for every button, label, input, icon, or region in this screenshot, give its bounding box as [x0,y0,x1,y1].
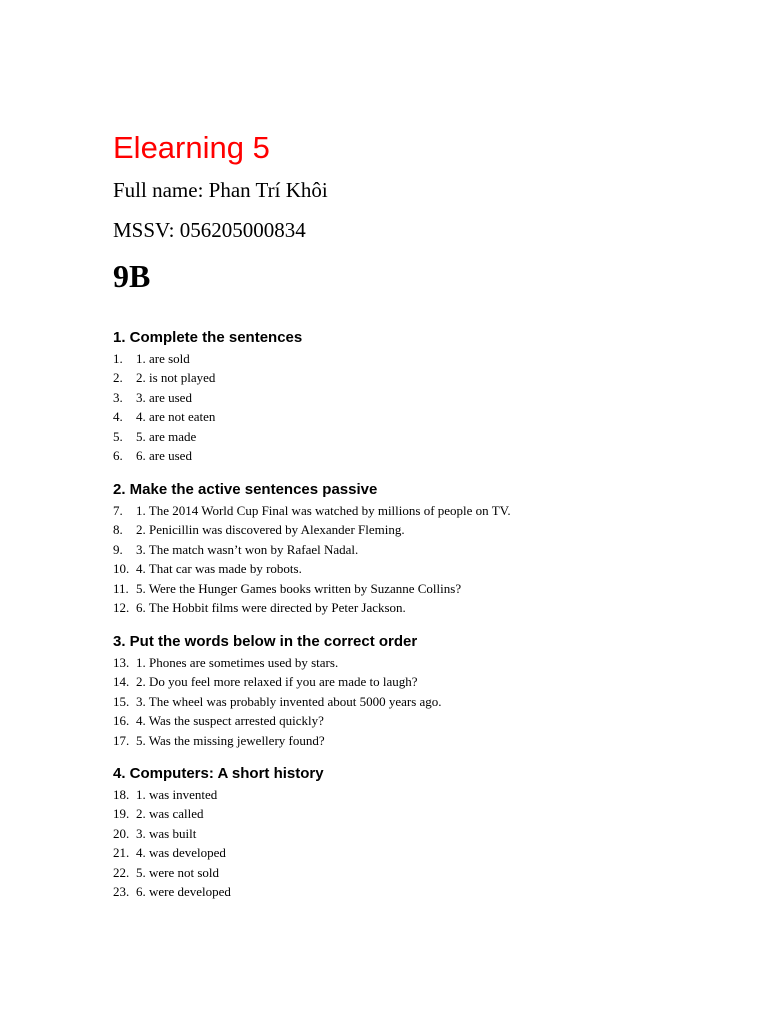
list-number: 16. [113,713,130,729]
section-heading: 2. Make the active sentences passive [113,481,378,498]
list-number: 4. [113,409,123,425]
unit-heading: 9B [113,258,151,294]
list-number: 12. [113,599,130,615]
answer-text: 1. was invented [136,787,218,802]
list-item [113,407,733,426]
list-number: 11. [113,580,129,596]
exercise-section [113,327,733,465]
list-item [113,843,733,862]
list-number: 23. [113,883,130,899]
list-item [113,731,733,750]
list-number: 5. [113,428,123,444]
list-item [113,863,733,882]
section-heading: 4. Computers: A short history [113,765,324,782]
answer-text: 6. are used [136,447,192,463]
list-item [113,672,733,691]
list-item [113,446,733,465]
list-item [113,349,733,368]
section-heading: 1. Complete the sentences [113,329,303,346]
exercise-section [113,631,733,750]
answer-text: 5. were not sold [136,864,220,880]
answer-text: 6. were developed [136,883,231,899]
exercise-section [113,763,733,901]
answer-text: 1. The 2014 World Cup Final was watched by millions of people on TV. [136,503,511,518]
list-item [113,804,733,823]
list-item [113,579,733,598]
list-item [113,368,733,387]
exercise-section [113,479,733,617]
list-item [113,785,733,804]
list-number: 18. [113,787,130,802]
full-name-line: Full name: Phan Trí Khôi [113,178,328,202]
list-number: 7. [113,503,123,518]
answer-text: 1. Phones are sometimes used by stars. [136,655,339,670]
list-item [113,692,733,711]
list-item [113,653,733,672]
list-number: 1. [113,351,123,366]
list-number: 21. [113,845,130,861]
list-item [113,559,733,578]
answer-text: 2. Do you feel more relaxed if you are made to laugh? [136,674,418,690]
answer-text: 2. was called [136,806,204,822]
list-number: 17. [113,732,130,748]
list-number: 20. [113,825,130,841]
answer-text: 3. The match wasn’t won by Rafael Nadal. [136,541,359,557]
list-item [113,711,733,730]
list-number: 8. [113,522,123,538]
answer-list [113,349,733,465]
answer-text: 4. Was the suspect arrested quickly? [136,713,324,729]
list-number: 15. [113,693,130,709]
answer-text: 4. That car was made by robots. [136,561,302,577]
list-number: 2. [113,370,123,386]
answer-text: 3. are used [136,389,192,405]
student-id-line: MSSV: 056205000834 [113,218,306,242]
answer-text: 6. The Hobbit films were directed by Peter Jackson. [136,599,406,615]
answer-text: 5. are made [136,428,197,444]
list-item [113,882,733,901]
list-number: 22. [113,864,130,880]
answer-list [113,501,733,617]
section-heading: 3. Put the words below in the correct order [113,633,418,650]
answer-text: 3. was built [136,825,197,841]
answer-text: 5. Were the Hunger Games books written by Suzanne Collins? [136,580,462,596]
answer-list [113,785,733,901]
document-title: Elearning 5 [113,130,270,165]
answer-text: 5. Was the missing jewellery found? [136,732,325,748]
list-item [113,388,733,407]
answer-text: 2. Penicillin was discovered by Alexander Fleming. [136,522,405,538]
list-item [113,520,733,539]
answer-text: 1. are sold [136,351,190,366]
answer-text: 4. was developed [136,845,226,861]
list-number: 6. [113,447,123,463]
answer-text: 3. The wheel was probably invented about 5000 years ago. [136,693,442,709]
list-number: 9. [113,541,123,557]
list-item [113,427,733,446]
list-item [113,540,733,559]
answer-text: 2. is not played [136,370,216,386]
list-number: 14. [113,674,130,690]
answer-list [113,653,733,750]
list-number: 10. [113,561,130,577]
list-item [113,824,733,843]
list-number: 3. [113,389,123,405]
list-item [113,598,733,617]
list-number: 19. [113,806,130,822]
answer-text: 4. are not eaten [136,409,216,425]
list-number: 13. [113,655,130,670]
list-item [113,501,733,520]
